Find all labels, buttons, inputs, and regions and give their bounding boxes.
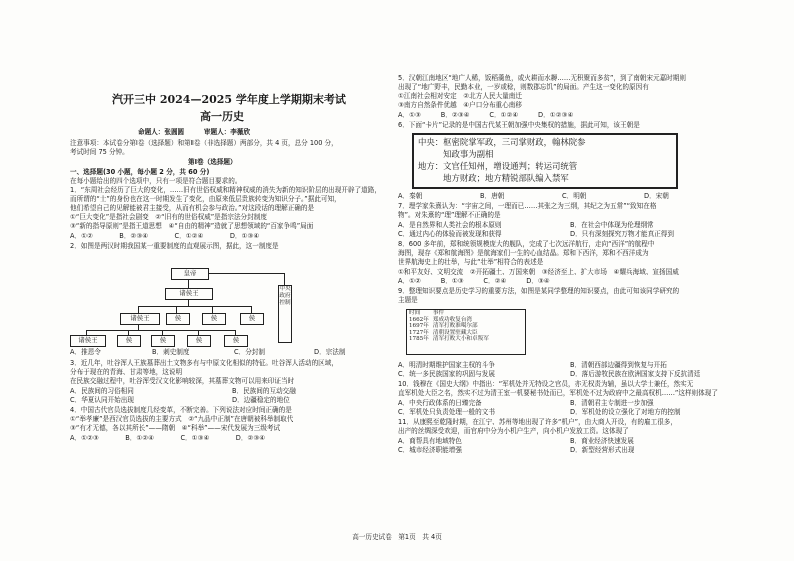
card-line: 中央：枢密院掌军政，三司掌财政，翰林院参 (418, 137, 586, 147)
cell-event: 清军打败大小和卓叛军 (432, 336, 489, 343)
q3-option-c: C．华夏认同开始出现 (70, 396, 134, 404)
cell-year: 1662年 (409, 316, 429, 323)
q6-option-d: D．宋朝 (644, 192, 669, 200)
q11-option-a: A．商帮具有地域特色 (398, 437, 462, 445)
q3-line: 3．近几年，吐谷浑人王族墓葬出土文物多有与中原文化相似的特征。吐谷浑人活动的区域， (70, 359, 338, 367)
diagram-connector (212, 306, 213, 313)
diagram-connector (188, 299, 189, 306)
q3-line: 在民族交融过程中，吐谷浑受汉文化影响较深，其墓葬文物可以用来印证当时 (70, 377, 295, 385)
q4-options: A．①②③ B．①②④ C．①③④ D．②③④ (70, 434, 266, 442)
q4-line: ①“举孝廉”是西汉官员选拔的主要方式 ②“九品中正制”在唐朝被科举制取代 (70, 415, 294, 423)
subject-title: 高一历史 (200, 110, 244, 123)
header-event: 事件 (432, 310, 445, 316)
diagram-node-l3: 侯 (187, 335, 211, 347)
q5-line: 5．汉朝江南地区“地广人稀，饭稻羹鱼，或火耕而水耨……无积聚而多贫”，到了南朝宋元嘉时期则 (398, 74, 686, 82)
table-row (407, 336, 491, 343)
q1-line: 他们希望自己的见解能被君主接受，从而有机会参与政治。”对这段话的理解正确的是 (70, 204, 315, 212)
q10-option-b: B．清朝君主专制进一步加强 (570, 399, 654, 407)
cell-year: 1697年 (409, 323, 429, 330)
table-row (407, 323, 491, 330)
q6-stem: 6．下面“卡片”记录的是中国古代某王朝加强中央集权的措施，据此可知，该王朝是 (398, 121, 640, 129)
diagram-connector (188, 279, 189, 288)
diagram-node-l3: 诸侯王 (70, 335, 106, 347)
q4-line: 4．中国古代官员选拔制度几经变革，不断完善。下列说法对应时间正确的是 (70, 406, 292, 414)
notice-line-2: 考试时间 75 分钟。 (70, 148, 129, 156)
diagram-connector (208, 273, 284, 274)
q9-option-d: D．落后游牧民族在欧洲国家支持下反抗清廷 (570, 370, 701, 378)
q2-option-d: D．宗法制 (314, 348, 346, 356)
diagram-connector (251, 306, 252, 313)
q6-measure-card (412, 133, 678, 189)
q10-line: 直军机处大臣之名，然实不过为清王室一机要秘书处而已，军机处不过为政府中之最高权机……”这样则体现了 (398, 389, 718, 397)
q11-line: 出产的丝绸深受欢迎，而官府中分为小机户生产，向小机户发放工资。这体现了 (398, 427, 629, 435)
q9-option-b: B．清朝西部边疆得到恢复与开拓 (570, 361, 667, 369)
q7-option-a: A．是自然界和人类社会的根本原则 (398, 221, 502, 229)
section-instruction-2: 在每小题给出的四个选项中，只有一项是符合题目要求的。 (70, 177, 242, 185)
q3-option-b: B．民族间的互动交融 (232, 387, 296, 395)
q8-statements: ①和平友好、文明交流 ②开拓疆土、万国来朝 ③经济至上、扩大市场 ④耀兵海域、宣扬国威 (398, 268, 679, 276)
q3-option-d: D．边疆稳定的地位 (232, 396, 290, 404)
q7-option-b: B．在社会中体现为伦理纲常 (570, 221, 654, 229)
q6-option-a: A．秦朝 (398, 192, 423, 200)
diagram-emperor: 皇帝 (171, 268, 209, 280)
q8-line: 8．600 多年前，郑和统领规模庞大的舰队，完成了七次远洋航行，走向“西洋”的航程中 (398, 240, 655, 248)
q11-option-b: B．商业经济快速发展 (570, 437, 634, 445)
page-footer: 高一历史试卷 第1页 共 4页 (352, 533, 442, 541)
q9-option-c: C．统一多民族国家的巩固与发展 (398, 370, 495, 378)
q9-option-a: A．明清时期维护国家主权的斗争 (398, 361, 495, 369)
section-title: 第Ⅰ卷（选择题） (188, 158, 237, 166)
q1-line: ③“新的指导原则”是指王道思想 ④“自由的精神”造就了思想领域的“百家争鸣”局面 (70, 222, 314, 230)
header-time: 时间 (409, 310, 421, 316)
diagram-node-l2: 侯 (202, 313, 226, 325)
cell-event: 郑成功收复台湾 (432, 316, 473, 323)
diagram-connector (284, 273, 285, 285)
q6-option-c: C．明朝 (562, 192, 587, 200)
diagram-connector (86, 330, 236, 331)
q5-line: ③南方自然条件优越 ④户口分布重心南移 (398, 101, 522, 109)
q10-option-a: A．中央行政体系的日臻完备 (398, 399, 482, 407)
q8-line: 海图，现存《郑和航海图》是航海家们一生的心血结晶。郑和下西洋，郑和不西洋成为 (398, 249, 649, 257)
q11-option-d: D．新型经营形式出现 (570, 446, 635, 454)
q1-options: A．①② B．②③④ C．①②④ D．①③④ (70, 232, 260, 240)
q2-option-c: C．分封制 (234, 348, 265, 356)
q11-option-c: C．城市经济职能增强 (398, 446, 462, 454)
cell-event: 清军打败准噶尔部 (432, 323, 478, 330)
exam-title: 汽开三中 2024—2025 学年度上学期期末考试 (112, 93, 346, 106)
authors-line: 命题人：张圆圆 审题人：李薇欣 (138, 128, 251, 136)
diagram-connector (138, 306, 139, 313)
diagram-node-l3: 侯 (117, 335, 141, 347)
q9-line: 主题是 (398, 296, 418, 304)
diagram-connector (138, 306, 252, 307)
q7-option-c: C．通过内心的体验而被发现和获得 (398, 230, 502, 238)
q9-event-table (406, 309, 526, 355)
q8-line: 世界航海史上的壮举，与此“壮举”相符合的表述是 (398, 258, 544, 266)
q5-options: A．①③ B．②③④ C．①②④ D．①②③④ (398, 111, 574, 119)
event-table (407, 310, 491, 343)
q1-line: 1．“东周社会经历了巨大的变化，……旧有世俗权威和精神权威的消失为新的知识阶层的出现开辟了道路， (70, 186, 381, 194)
q3-line: 分布于现在的青海、甘肃等地，这说明 (70, 368, 183, 376)
q5-line: ①江南社会相对安定 ②北方人民大量南迁 (398, 92, 522, 100)
card-line: 知政事为副相 (418, 149, 494, 159)
diagram-king: 诸侯王 (165, 288, 213, 300)
q9-line: 9．整理知识要点是历史学习的重要方法，如图是某同学整理的知识要点，由此可知该同学研究的 (398, 287, 680, 295)
q2-option-a: A．推恩令 (70, 348, 101, 356)
table-header-row (407, 310, 491, 317)
card-line: 地方财政；地方精锐部队编入禁军 (418, 173, 569, 183)
q2-stem: 2．如图是两汉时期我国某一重要制度的直观展示图，据此，这一制度是 (70, 242, 279, 250)
q7-line: 物”。对朱熹的“理”理解不正确的是 (398, 211, 501, 219)
cell-event: 清朝设置驻藏大臣 (432, 329, 478, 336)
q5-line: 出现了“地广野丰，民勤本业，一岁或稔，则数郡忘饥”的局面。产生这一变化的原因有 (398, 83, 649, 91)
diagram-connector (176, 306, 177, 313)
diagram-node-l3: 侯 (224, 335, 248, 347)
q6-option-b: B．唐朝 (480, 192, 505, 200)
q11-line: 11．从康熙至乾隆时期，在江宁、苏州等地出现了许多“机户”，由大商人开设，有的雇工很多， (398, 418, 677, 426)
q10-line: 10．钱穆在《国史大纲》中指出：“军机处并无特设之官员，亦无权责为辅，虽以大学士兼任，然实无 (398, 380, 694, 388)
q1-line: 而所谓的“士”的身份也在这一时期发生了变化，由原来低层贵族转变为知识分子。”据此可知， (70, 195, 341, 203)
q10-option-c: C．军机处只负责处理一般的文书 (398, 408, 495, 416)
notice-line-1: 注意事项：本试卷分第Ⅰ卷（选择题）和第Ⅱ卷（非选择题）两部分，共 4 页，总分 100 分， (70, 139, 338, 147)
cell-year: 1727年 (409, 329, 429, 336)
q2-option-b: B．刺史制度 (152, 348, 190, 356)
section-instruction: 一、选择题(30 小题，每小题 2 分，共 60 分) (70, 168, 210, 176)
diagram-central-control: 中央政府控制 (278, 285, 292, 343)
q1-line: ①“巨大变化”是指社会剧变 ②“旧有的世俗权威”是指宗法分封制度 (70, 213, 267, 221)
cell-year: 1785年 (409, 336, 429, 343)
diagram-node-l2: 诸侯王 (120, 313, 160, 325)
diagram-node-l2: 侯 (240, 313, 264, 325)
diagram-node-l3: 侯 (151, 335, 175, 347)
diagram-node-l2: 侯 (166, 313, 190, 325)
q3-option-a: A．民族间的习俗相同 (70, 387, 134, 395)
q4-line: ③“有才无德，各以其所长”——隋朝 ④“科举”——宋代发展为三级考试 (70, 424, 281, 432)
q8-options: A．①② B．①③ C．②④ D．③④ (398, 277, 550, 285)
q7-line: 7．理学家朱熹认为：“宇宙之间，一理而已……其张之为三纲，其纪之为五常”“致知在格 (398, 202, 657, 210)
card-line: 地方：文官任知州，增设通判；转运司统管 (418, 161, 578, 171)
q7-option-d: D．只有深刻探究万物才能真正得到 (570, 230, 674, 238)
q10-option-d: D．军机处的设立强化了对地方的控制 (570, 408, 681, 416)
